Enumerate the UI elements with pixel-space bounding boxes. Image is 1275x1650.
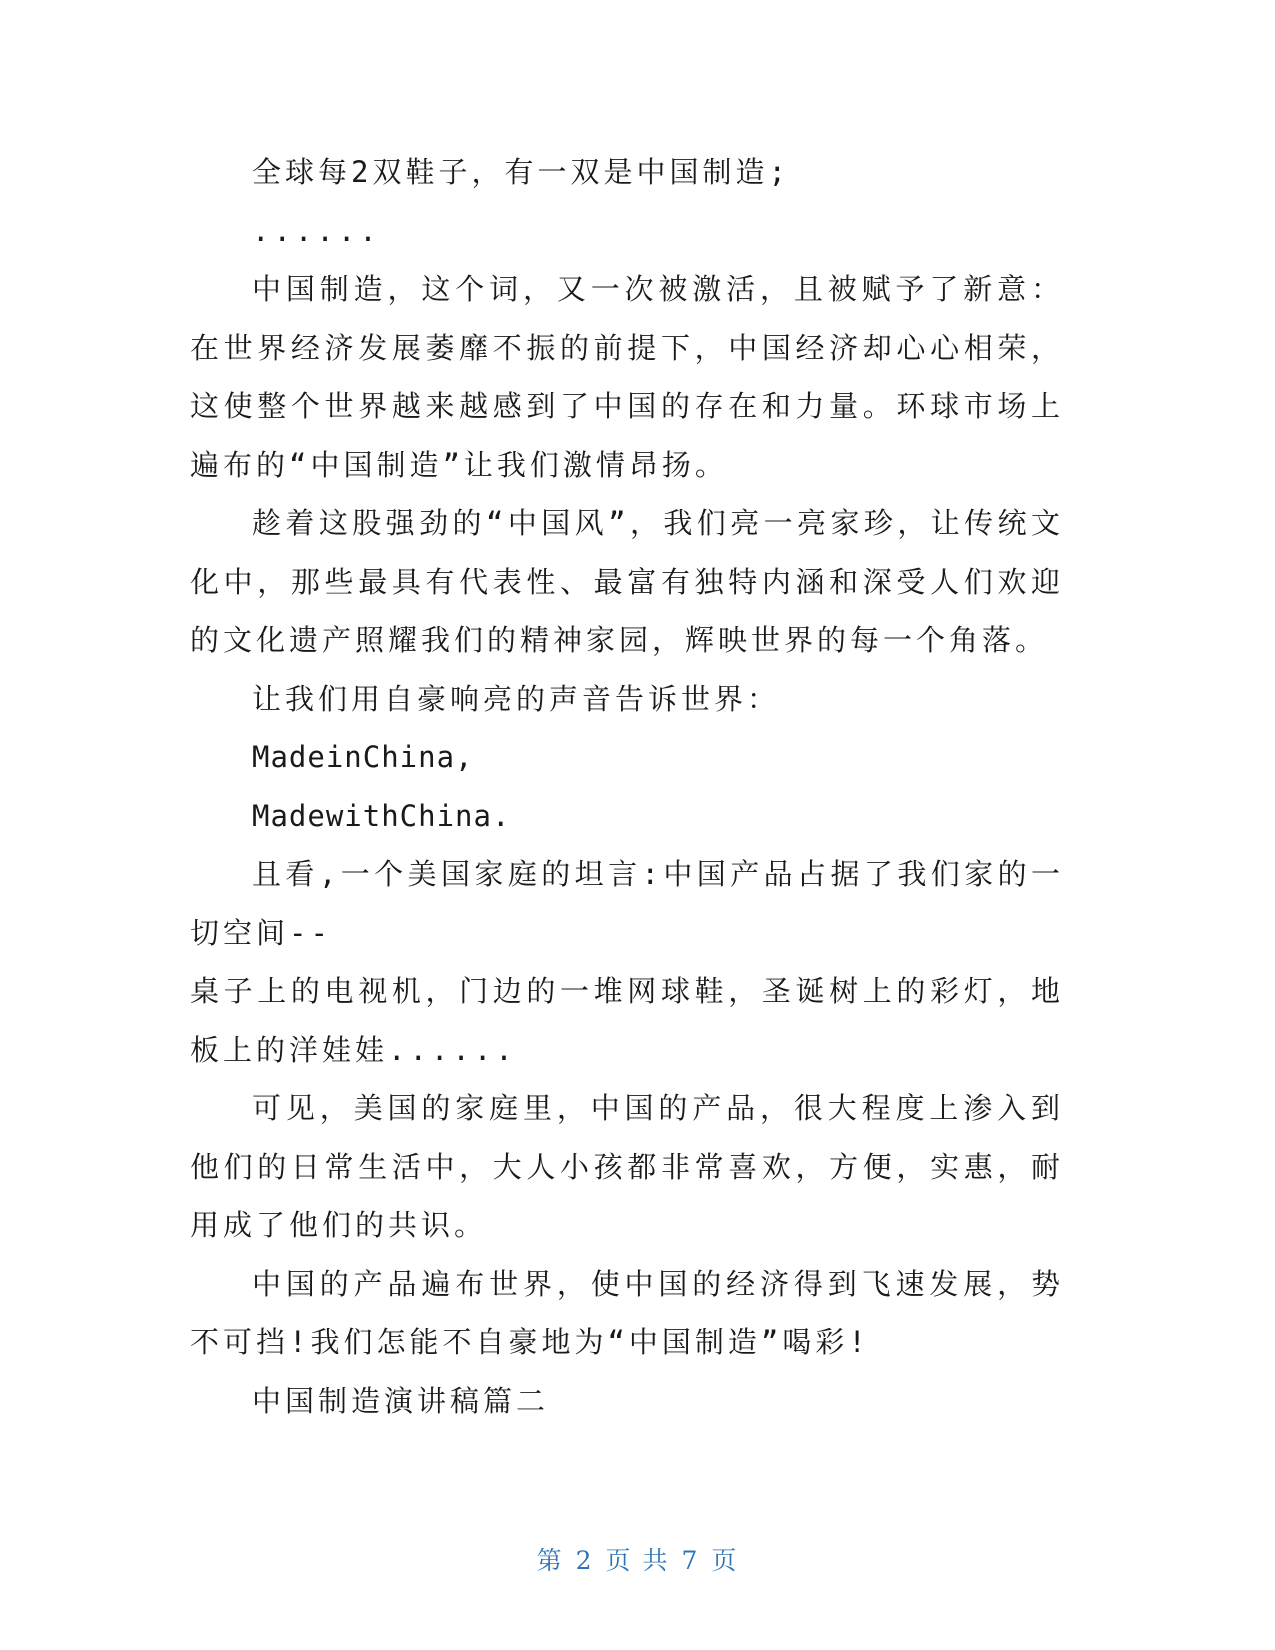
footer-prefix: 第 — [536, 1546, 564, 1575]
paragraph: 且看,一个美国家庭的坦言:中国产品占据了我们家的一切空间-- — [190, 857, 1064, 950]
paragraph: 桌子上的电视机，门边的一堆网球鞋，圣诞树上的彩灯，地板上的洋娃娃...... — [190, 974, 1064, 1067]
paragraph-english: MadeinChina, — [252, 740, 474, 774]
total-pages-number: 7 — [681, 1546, 700, 1575]
footer-suffix: 页 — [711, 1546, 739, 1575]
paragraph: 全球每2双鞋子，有一双是中国制造; — [252, 155, 790, 189]
paragraph: 中国制造，这个词，又一次被激活，且被赋予了新意：在世界经济发展萎靡不振的前提下，中国经济却心心相荣，这使整个世界越来越感到了中国的存在和力量。环球市场上遍布的“中国制造”让我们激情昂扬。 — [190, 272, 1064, 482]
current-page-number: 2 — [575, 1546, 594, 1575]
paragraph: 让我们用自豪响亮的声音告诉世界： — [252, 681, 781, 716]
paragraph-english: MadewithChina. — [252, 798, 511, 833]
page-number-footer — [0, 1541, 1275, 1577]
footer-mid: 页 共 — [605, 1546, 670, 1575]
paragraph: 可见，美国的家庭里，中国的产品，很大程度上渗入到他们的日常生活中，大人小孩都非常喜欢，方便，实惠，耐用成了他们的共识。 — [190, 1091, 1064, 1242]
paragraph-ellipsis: ...... — [252, 213, 381, 248]
section-heading: 中国制造演讲稿篇二 — [252, 1383, 550, 1418]
paragraph: 中国的产品遍布世界，使中国的经济得到飞速发展，势不可挡!我们怎能不自豪地为“中国制造”喝彩! — [190, 1266, 1064, 1359]
document-body — [190, 143, 1064, 1430]
paragraph: 趁着这股强劲的“中国风”，我们亮一亮家珍，让传统文化中，那些最具有代表性、最富有独特内涵和深受人们欢迎的文化遗产照耀我们的精神家园，辉映世界的每一个角落。 — [190, 506, 1064, 657]
